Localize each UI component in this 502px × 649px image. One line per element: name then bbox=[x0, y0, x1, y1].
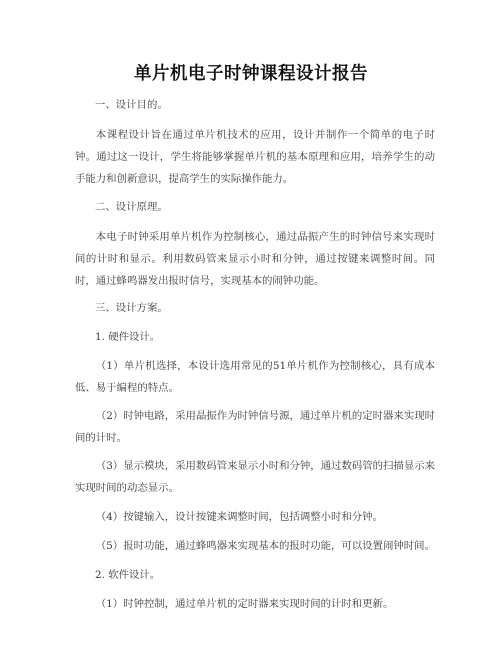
section-heading-purpose: 一、设计目的。 bbox=[95, 99, 168, 111]
list-item-keys: （4）按键输入，设计按键来调整时间，包括调整小时和分钟。 bbox=[95, 511, 383, 523]
document-title: 单片机电子时钟课程设计报告 bbox=[134, 64, 368, 84]
subheading-software: 2. 软件设计。 bbox=[95, 569, 161, 581]
list-item-display: （3）显示模块，采用数码管来显示小时和分钟，通过数码管的扫描显示来实现时间的动态显示。 bbox=[75, 460, 435, 494]
section-heading-plan: 三、设计方案。 bbox=[95, 302, 168, 314]
paragraph-purpose: 本课程设计旨在通过单片机技术的应用，设计并制作一个简单的电子时钟。通过这一设计，学生将能够掌握单片机的基本原理和应用，培养学生的动手能力和创新意识，提高学生的实际操作能力。 bbox=[75, 129, 435, 185]
subheading-hardware: 1. 硬件设计。 bbox=[95, 331, 161, 343]
list-item-mcu: （1）单片机选择，本设计选用常见的51单片机作为控制核心，具有成本低、易于编程的特点。 bbox=[75, 360, 435, 394]
list-item-clock-circuit: （2）时钟电路，采用晶振作为时钟信号源，通过单片机的定时器来实现时间的计时。 bbox=[75, 410, 435, 444]
paragraph-principle: 本电子时钟采用单片机作为控制核心，通过晶振产生的时钟信号来实现时间的计时和显示。利用数码管来显示小时和分钟，通过按键来调整时间。同时，通过蜂鸣器发出报时信号，实现基本的闹钟功能。 bbox=[75, 231, 435, 287]
list-item-alarm: （5）报时功能，通过蜂鸣器来实现基本的报时功能，可以设置闹钟时间。 bbox=[95, 540, 435, 552]
list-item-clock-control: （1）时钟控制，通过单片机的定时器来实现时间的计时和更新。 bbox=[95, 598, 394, 610]
section-heading-principle: 二、设计原理。 bbox=[95, 201, 168, 213]
